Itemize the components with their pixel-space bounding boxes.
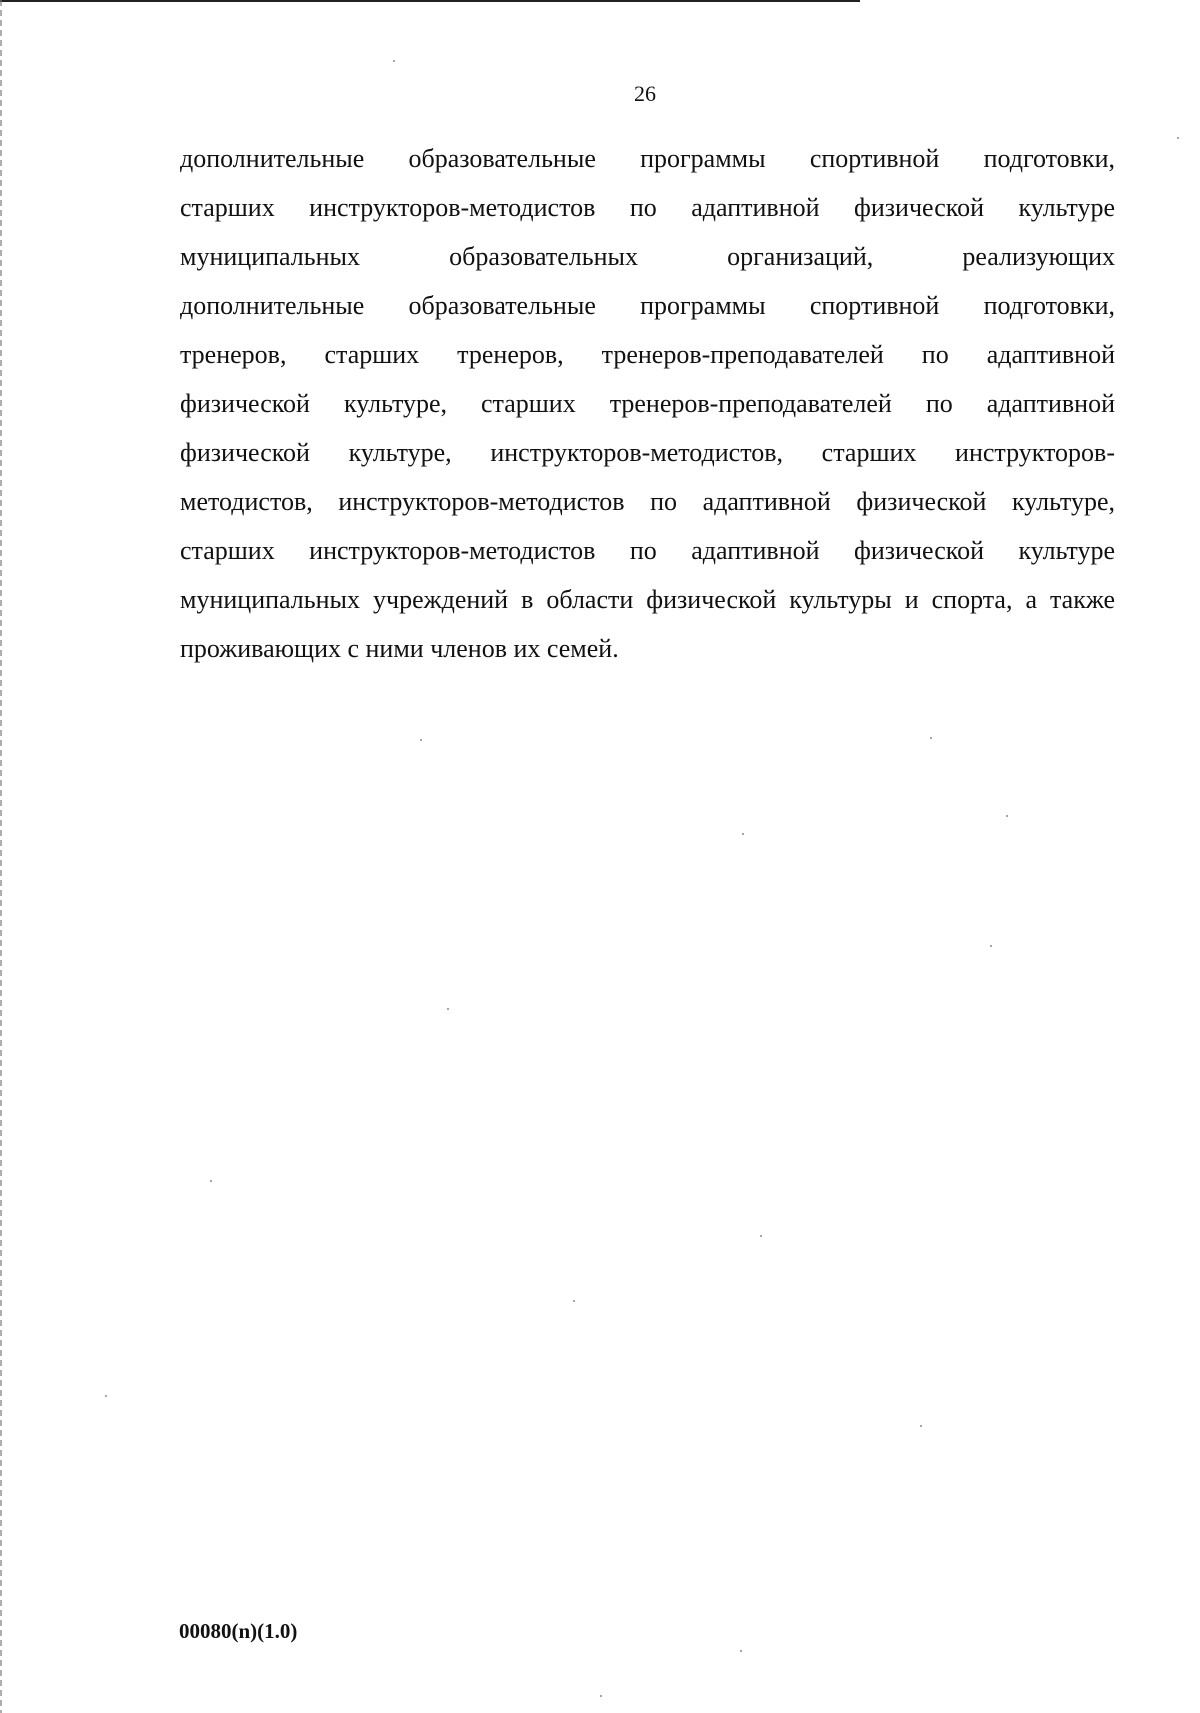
scan-speck	[740, 1650, 742, 1652]
text-line-3: муниципальных образовательных организаций, реализующих	[180, 242, 1115, 271]
scan-speck	[760, 1235, 762, 1237]
document-code: 00080(n)(1.0)	[179, 1619, 298, 1643]
scan-speck	[930, 737, 932, 739]
top-scan-rule	[0, 0, 860, 2]
text-line-6: физической культуре, старших тренеров-преподавателей по адаптивной	[180, 389, 1115, 418]
scan-speck	[420, 739, 422, 741]
body-text	[180, 134, 1115, 673]
scan-speck	[990, 945, 992, 947]
scan-speck	[573, 1300, 575, 1302]
scan-speck	[600, 1695, 602, 1697]
scan-speck	[393, 60, 395, 62]
scan-speck	[447, 1008, 449, 1010]
scan-speck	[920, 1425, 922, 1427]
scan-speck	[742, 833, 744, 835]
text-line-10: муниципальных учреждений в области физической культуры и спорта, а также	[180, 585, 1115, 614]
text-line-7: физической культуре, инструкторов-методистов, старших инструкторов-	[180, 438, 1115, 467]
scan-speck	[210, 1180, 212, 1182]
text-line-4: дополнительные образовательные программы спортивной подготовки,	[180, 291, 1115, 320]
text-line-11: проживающих с ними членов их семей.	[180, 634, 619, 663]
left-scan-edge	[0, 0, 2, 1713]
scan-speck	[105, 1395, 107, 1397]
text-line-8: методистов, инструкторов-методистов по адаптивной физической культуре,	[180, 487, 1115, 516]
scan-speck	[1006, 815, 1008, 817]
text-line-9: старших инструкторов-методистов по адаптивной физической культуре	[180, 536, 1115, 565]
page-number: 26	[634, 81, 656, 106]
scan-speck	[1177, 137, 1179, 139]
text-line-5: тренеров, старших тренеров, тренеров-преподавателей по адаптивной	[180, 340, 1115, 369]
text-line-1: дополнительные образовательные программы спортивной подготовки,	[180, 144, 1115, 173]
text-line-2: старших инструкторов-методистов по адаптивной физической культуре	[180, 193, 1115, 222]
